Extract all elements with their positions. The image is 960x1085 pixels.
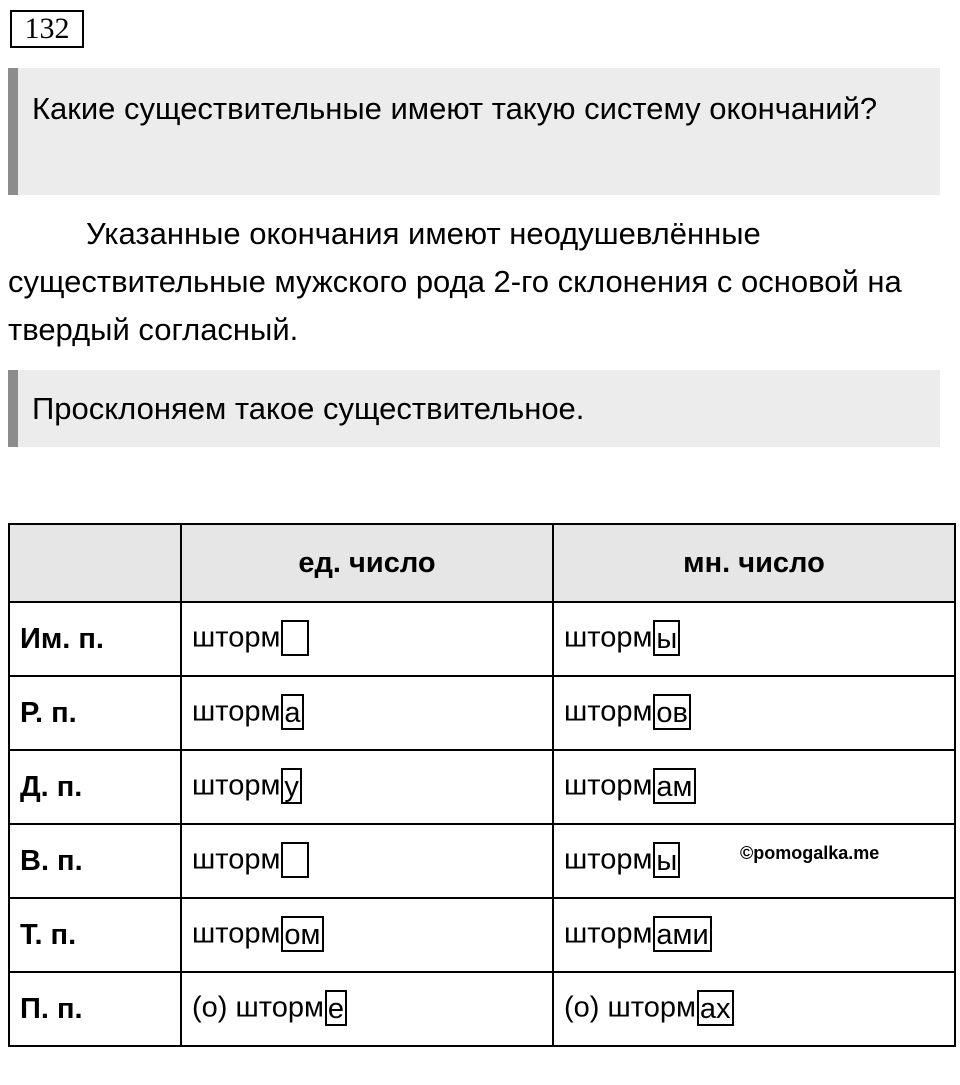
word-stem: шторм xyxy=(192,769,281,802)
declension-table xyxy=(8,523,956,1047)
instruction-text: Просклоняем такое существительное. xyxy=(32,391,585,426)
ending-box: ы xyxy=(653,620,680,656)
singular-cell xyxy=(181,972,553,1046)
table-row xyxy=(9,602,955,676)
plural-cell xyxy=(553,972,955,1046)
table-row xyxy=(9,972,955,1046)
case-label: П. п. xyxy=(9,972,181,1046)
task-number: 132 xyxy=(10,10,84,48)
word-stem: шторм xyxy=(564,621,653,654)
instruction-callout xyxy=(8,370,940,447)
word-stem: шторм xyxy=(564,917,653,950)
ending-box: ами xyxy=(653,916,711,952)
word-stem: шторм xyxy=(564,769,653,802)
word-stem: шторм xyxy=(192,695,281,728)
ending-box: у xyxy=(281,768,302,804)
word-stem: шторм xyxy=(564,843,653,876)
word-stem: шторм xyxy=(192,843,281,876)
ending-box xyxy=(281,842,309,878)
word-stem: шторм xyxy=(564,695,653,728)
ending-box: ов xyxy=(653,694,691,730)
word-stem: шторм xyxy=(192,621,281,654)
ending-box: ы xyxy=(653,842,680,878)
table-row xyxy=(9,676,955,750)
case-label: Им. п. xyxy=(9,602,181,676)
singular-cell xyxy=(181,824,553,898)
plural-cell xyxy=(553,750,955,824)
word-stem: (о) шторм xyxy=(192,991,324,1024)
table-row xyxy=(9,750,955,824)
singular-cell xyxy=(181,602,553,676)
ending-box: е xyxy=(325,990,347,1026)
table-row xyxy=(9,898,955,972)
question-text: Какие существительные имеют такую систему окончаний? xyxy=(32,91,878,126)
case-label: Д. п. xyxy=(9,750,181,824)
case-label: Т. п. xyxy=(9,898,181,972)
question-callout xyxy=(8,68,940,195)
singular-cell xyxy=(181,898,553,972)
table-header-row xyxy=(9,524,955,602)
ending-box: а xyxy=(281,694,303,730)
ending-box: ах xyxy=(697,990,734,1026)
plural-cell xyxy=(553,676,955,750)
header-plural: мн. число xyxy=(553,524,955,602)
case-label: В. п. xyxy=(9,824,181,898)
word-stem: шторм xyxy=(192,917,281,950)
case-label: Р. п. xyxy=(9,676,181,750)
ending-box xyxy=(281,620,309,656)
watermark: ©pomogalka.me xyxy=(740,843,880,863)
plural-cell xyxy=(553,602,955,676)
singular-cell xyxy=(181,750,553,824)
answer-text: Указанные окончания имеют неодушевлённые существительные мужского рода 2-го склонения с основой на твердый согласный. xyxy=(8,216,902,347)
header-singular: ед. число xyxy=(181,524,553,602)
header-case xyxy=(9,524,181,602)
plural-cell xyxy=(553,898,955,972)
word-stem: (о) шторм xyxy=(564,991,696,1024)
singular-cell xyxy=(181,676,553,750)
ending-box: ам xyxy=(653,768,695,804)
ending-box: ом xyxy=(281,916,323,952)
